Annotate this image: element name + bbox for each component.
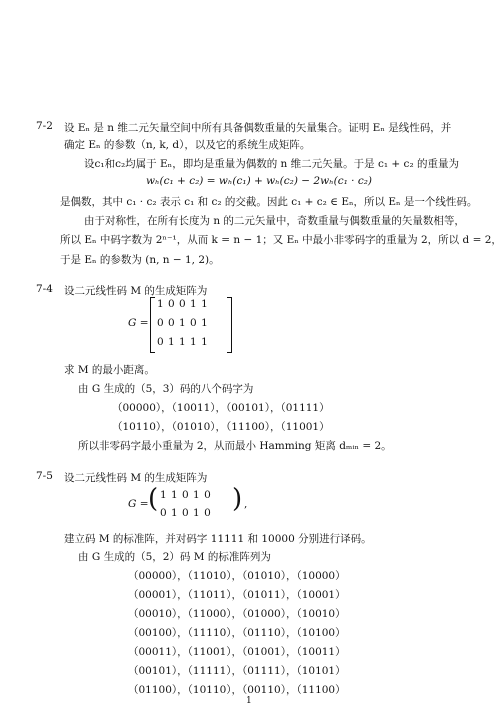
problem-7-2-formula: wₕ(c₁ + c₂) = wₕ(c₁) + wₕ(c₂) − 2wₕ(c₁ · c₂) (146, 175, 373, 187)
standard-array-row: （00011），（11001），（01001），（10011） (128, 646, 346, 658)
problem-7-2-solution-line3: 由于对称性，在所有长度为 n 的二元矢量中，奇数重量与偶数重量的矢量数相等， (84, 215, 465, 227)
problem-7-5-ask: 建立码 M 的标准阵，并对码字 11111 和 10000 分别进行译码。 (64, 533, 372, 545)
problem-7-5-statement: 设二元线性码 M 的生成矩阵为 (64, 472, 208, 484)
problem-7-4-number: 7-4 (36, 283, 53, 295)
problem-7-5-number: 7-5 (36, 470, 53, 482)
matrix2-comma: , (244, 498, 248, 510)
problem-7-2-statement-line1: 设 Eₙ 是 n 维二元矢量空间中所有具备偶数重量的矢量集合。证明 Eₙ 是线性码，并 (64, 122, 452, 134)
problem-7-5-sol-intro: 由 G 生成的（5，2）码 M 的标准阵列为 (78, 551, 271, 563)
matrix-right-bracket (227, 297, 232, 353)
standard-array-row: （00101），（11111），（01111），（10101） (128, 665, 346, 677)
matrix-row-2: 0 0 1 0 1 (157, 317, 209, 329)
matrix2-left-paren: ( (148, 484, 159, 514)
page-number: 1 (246, 696, 252, 706)
matrix2-right-paren: ) (232, 484, 243, 514)
problem-7-2-solution-line2: 是偶数，其中 c₁ · c₂ 表示 c₁ 和 c₂ 的交截。因此 c₁ + c₂ ∈ Eₙ，所以 Eₙ 是一个线性码。 (60, 196, 478, 208)
matrix2-row-1: 1 1 0 1 0 (160, 489, 212, 501)
matrix-g-label: G = (128, 317, 149, 329)
problem-7-2-solution-line1: 设c₁和c₂均属于 Eₙ，即均是重量为偶数的 n 维二元矢量。于是 c₁ + c₂ 的重量为 (84, 158, 459, 170)
matrix2-row-2: 0 1 0 1 0 (160, 507, 212, 519)
standard-array-row: （00100），（11110），（01110），（10100） (128, 627, 346, 639)
matrix-left-bracket (150, 297, 155, 353)
standard-array-row: （01100），（10110），（00110），（11100） (128, 684, 346, 696)
problem-7-2-statement-line2: 确定 Eₙ 的参数（n, k, d），以及它的系统生成矩阵。 (64, 139, 311, 151)
problem-7-2-number: 7-2 (36, 120, 53, 132)
matrix-row-3: 0 1 1 1 1 (157, 336, 209, 348)
problem-7-4-codewords-1: （00000），（10011），（00101），（01111） (112, 402, 330, 414)
problem-7-4-statement: 设二元线性码 M 的生成矩阵为 (64, 285, 208, 297)
matrix2-g-label: G = (128, 498, 149, 510)
problem-7-2-solution-line5: 于是 Eₙ 的参数为 (n, n − 1, 2)。 (60, 254, 220, 266)
problem-7-4-conclusion: 所以非零码字最小重量为 2，从而最小 Hamming 矩离 dₘᵢₙ = 2。 (78, 440, 392, 452)
problem-7-4-sol-intro: 由 G 生成的（5，3）码的八个码字为 (78, 383, 254, 395)
matrix-row-1: 1 0 0 1 1 (157, 298, 209, 310)
standard-array-row: （00001），（11011），（01011），（10001） (128, 589, 346, 601)
standard-array-row: （00010），（11000），（01000），（10010） (128, 608, 346, 620)
problem-7-4-ask: 求 M 的最小距离。 (64, 364, 155, 376)
problem-7-4-codewords-2: （10110），（01010），（11100），（11001） (112, 421, 330, 433)
standard-array-row: （00000），（11010），（01010），（10000） (128, 570, 346, 582)
problem-7-2-solution-line4: 所以 Eₙ 中码字数为 2ⁿ⁻¹，从而 k = n − 1；又 Eₙ 中最小非零码字的重量为 2，所以 d = 2， (60, 234, 502, 246)
